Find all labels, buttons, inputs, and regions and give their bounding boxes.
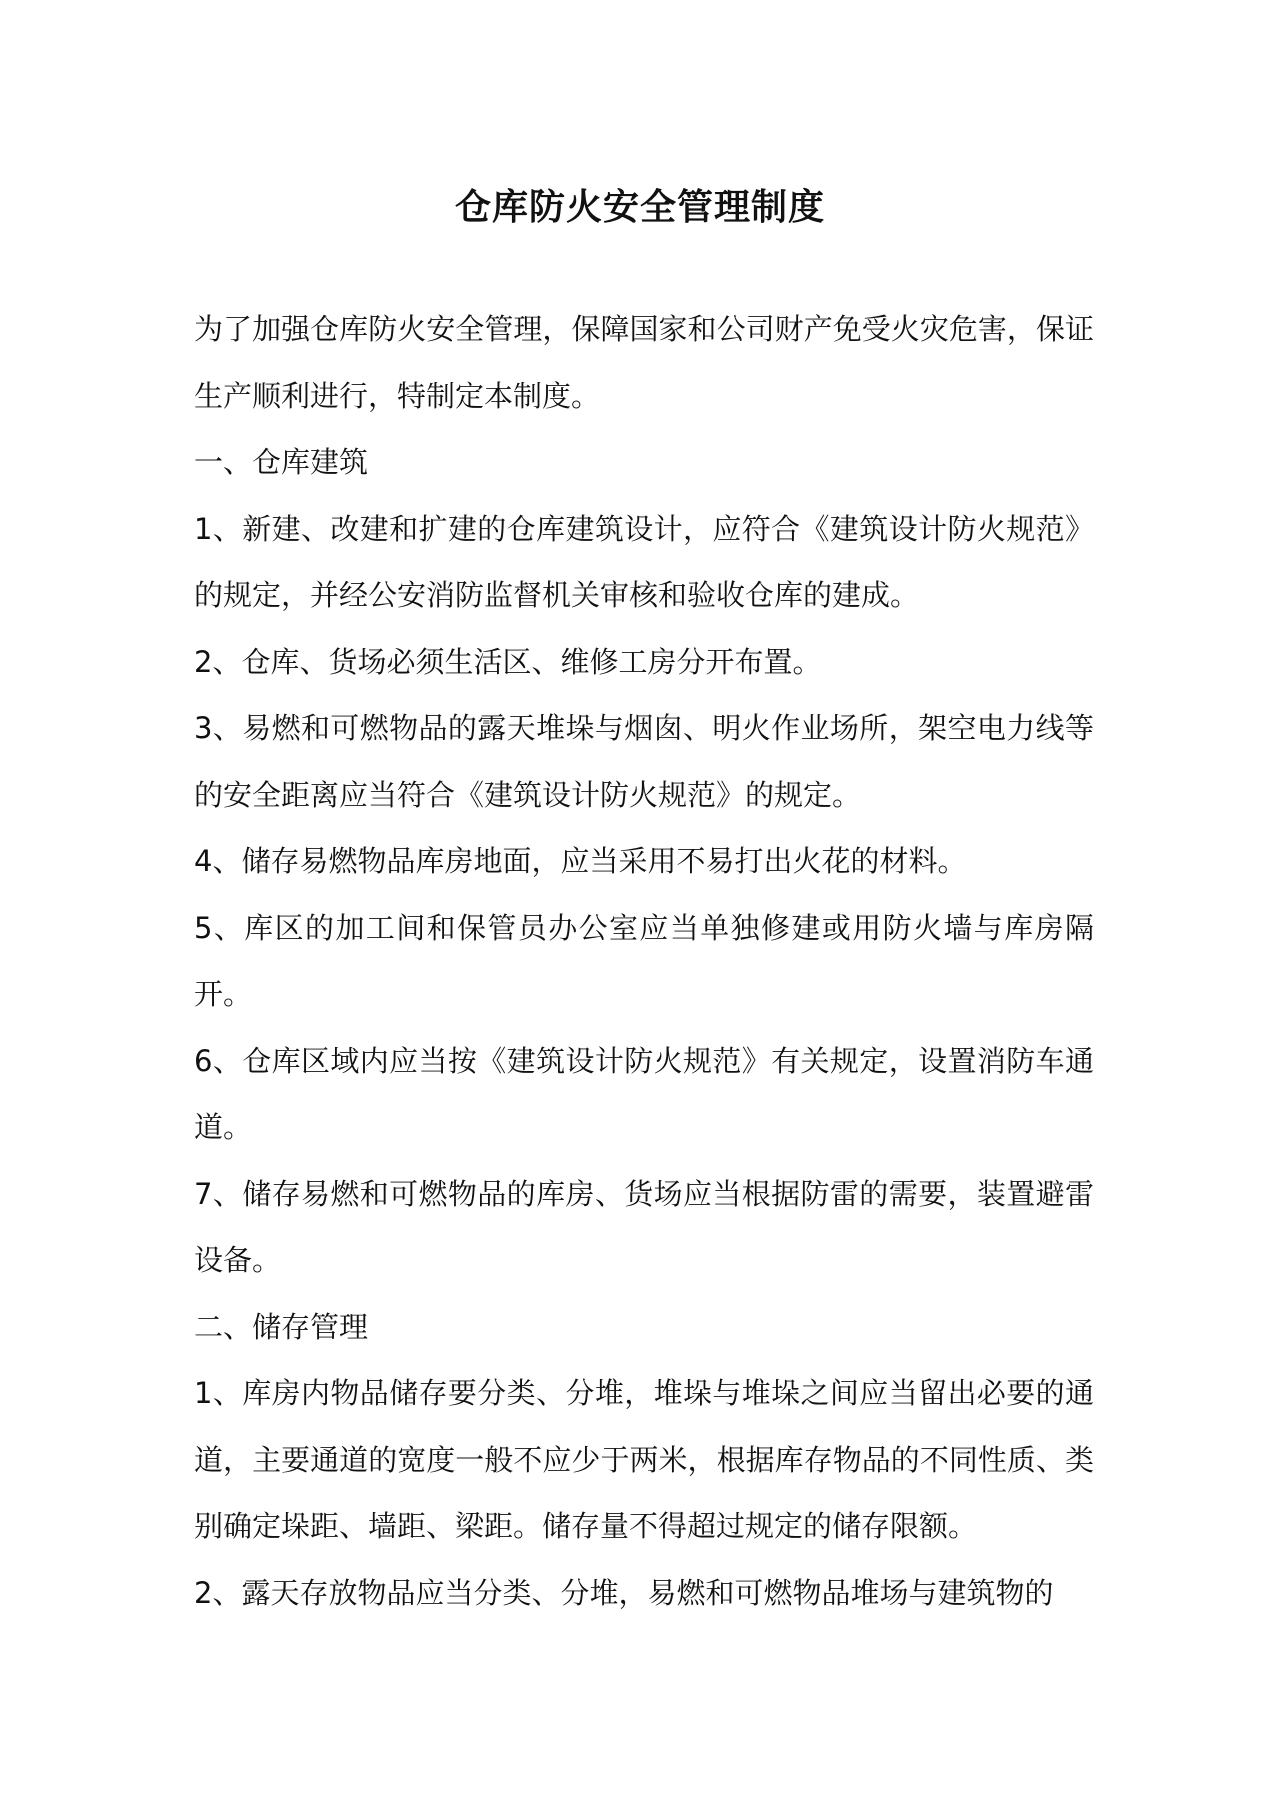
paragraph: 4、储存易燃物品库房地面，应当采用不易打出火花的材料。: [194, 844, 967, 878]
document-body: [194, 296, 1094, 1626]
paragraph: 1、库房内物品储存要分类、分堆，堆垛与堆垛之间应当留出必要的通道，主要通道的宽度一般不应少于两米，根据库存物品的不同性质、类别确定垛距、墙距、梁距。储存量不得超过规定的储存限额。: [194, 1376, 1094, 1543]
document-title: 仓库防火安全管理制度: [454, 187, 825, 228]
paragraph: 7、储存易燃和可燃物品的库房、货场应当根据防雷的需要，装置避雷设备。: [194, 1176, 1094, 1277]
paragraph: 2、仓库、货场必须生活区、维修工房分开布置。: [194, 644, 822, 679]
paragraph: 2、露天存放物品应当分类、分堆，易燃和可燃物品堆场与建筑物的: [194, 1575, 1054, 1610]
intro-paragraph: 为了加强仓库防火安全管理，保障国家和公司财产免受火灾危害，保证生产顺利进行，特制定本制度。: [194, 312, 1094, 413]
paragraph: 6、仓库区域内应当按《建筑设计防火规范》有关规定，设置消防车通道。: [194, 1043, 1094, 1144]
section-heading-storage-management: 二、储存管理: [194, 1309, 369, 1344]
paragraph: 1、新建、改建和扩建的仓库建筑设计，应符合《建筑设计防火规范》的规定，并经公安消防监督机关审核和验收仓库的建成。: [194, 511, 1094, 612]
paragraph: 5、库区的加工间和保管员办公室应当单独修建或用防火墙与库房隔开。: [194, 910, 1094, 1011]
section-heading-warehouse-building: 一、仓库建筑: [194, 445, 369, 479]
paragraph: 3、易燃和可燃物品的露天堆垛与烟囱、明火作业场所，架空电力线等的安全距离应当符合《建筑设计防火规范》的规定。: [194, 711, 1094, 812]
